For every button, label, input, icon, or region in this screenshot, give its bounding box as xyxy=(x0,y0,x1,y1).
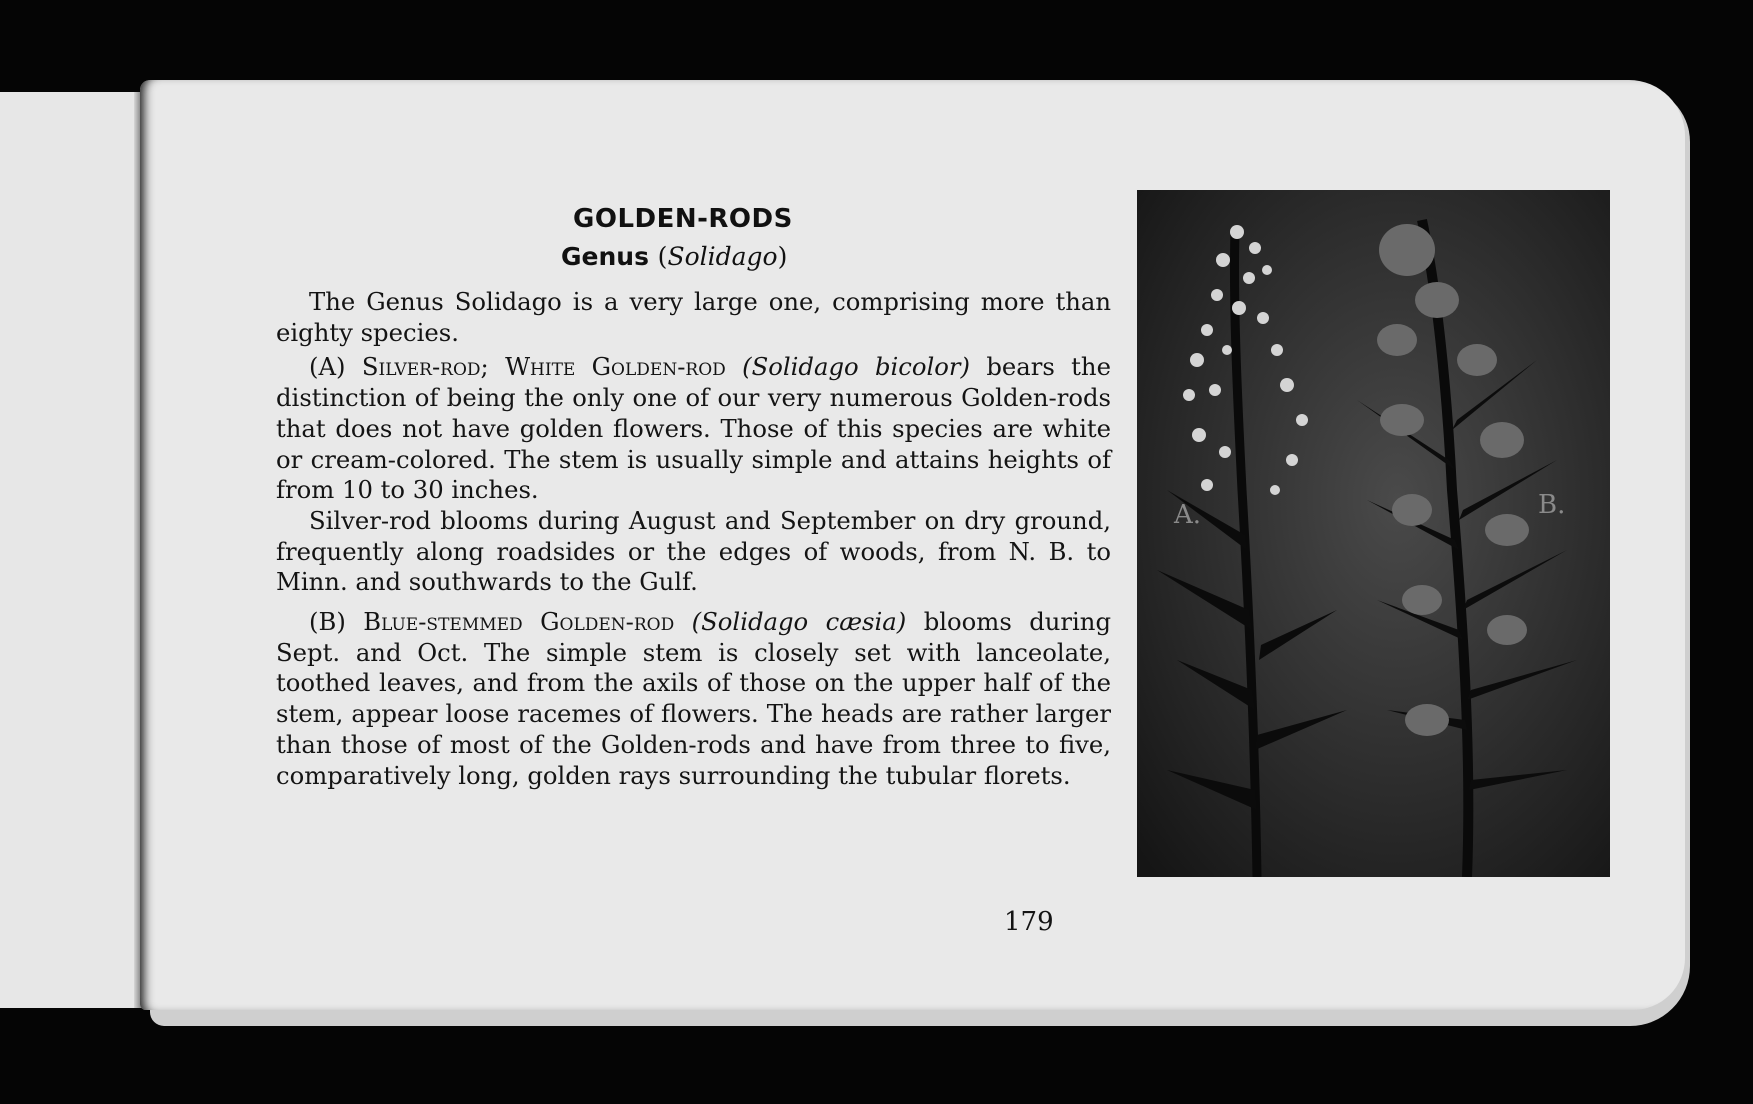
species-b-latin-name: (Solidago cæsia) xyxy=(691,607,907,637)
plate-label-b: B. xyxy=(1538,490,1566,520)
body-text xyxy=(276,287,1111,791)
genus-subtitle xyxy=(561,242,787,271)
species-a-alt-name: White Golden-rod xyxy=(505,352,726,382)
paren-close: ) xyxy=(777,242,788,271)
page-title: GOLDEN-RODS xyxy=(573,204,793,234)
botanical-plate-image xyxy=(1137,190,1610,877)
golden-rod-illustration xyxy=(1137,190,1610,877)
species-b-marker: (B) xyxy=(309,607,346,637)
paren-open: ( xyxy=(657,242,668,271)
facing-page-edge xyxy=(0,92,150,1008)
species-b-description: blooms during Sept. and Oct. The simple stem is closely set with lanceolate, toothed leaves, and from the axils of those on the upper half of the stem, appear loose racemes of flowers. The heads are rather larger than those of most of the Golden-rods and have from three to five, comparatively long, golden rays surrounding the tubular florets. xyxy=(276,607,1112,790)
page-number: 179 xyxy=(1004,907,1054,937)
plate-label-a: A. xyxy=(1174,500,1202,530)
habitat-paragraph: Silver-rod blooms during August and September on dry ground, frequently along roadsides or the edges of woods, from N. B. to Minn. and southwards to the Gulf. xyxy=(276,505,1111,597)
species-b-common-name: Blue-stemmed Golden-rod xyxy=(363,607,675,637)
species-b-paragraph xyxy=(276,607,1111,791)
species-a-paragraph xyxy=(276,352,1111,506)
species-a-description: bears the distinction of being the only one of our very numerous Golden-rods that does not have golden flowers. Those of this species are white or cream-colored. The stem is usually simple and attains heights of from 10 to 30 inches. xyxy=(276,352,1111,505)
genus-latin-name: Solidago xyxy=(667,242,778,271)
intro-paragraph: The Genus Solidago is a very large one, comprising more than eighty species. xyxy=(276,287,1111,347)
species-a-marker: (A) xyxy=(309,352,346,382)
genus-label: Genus xyxy=(561,242,649,271)
species-a-latin-name: (Solidago bicolor) xyxy=(742,352,971,382)
species-a-common-name: Silver-rod; xyxy=(361,352,489,382)
